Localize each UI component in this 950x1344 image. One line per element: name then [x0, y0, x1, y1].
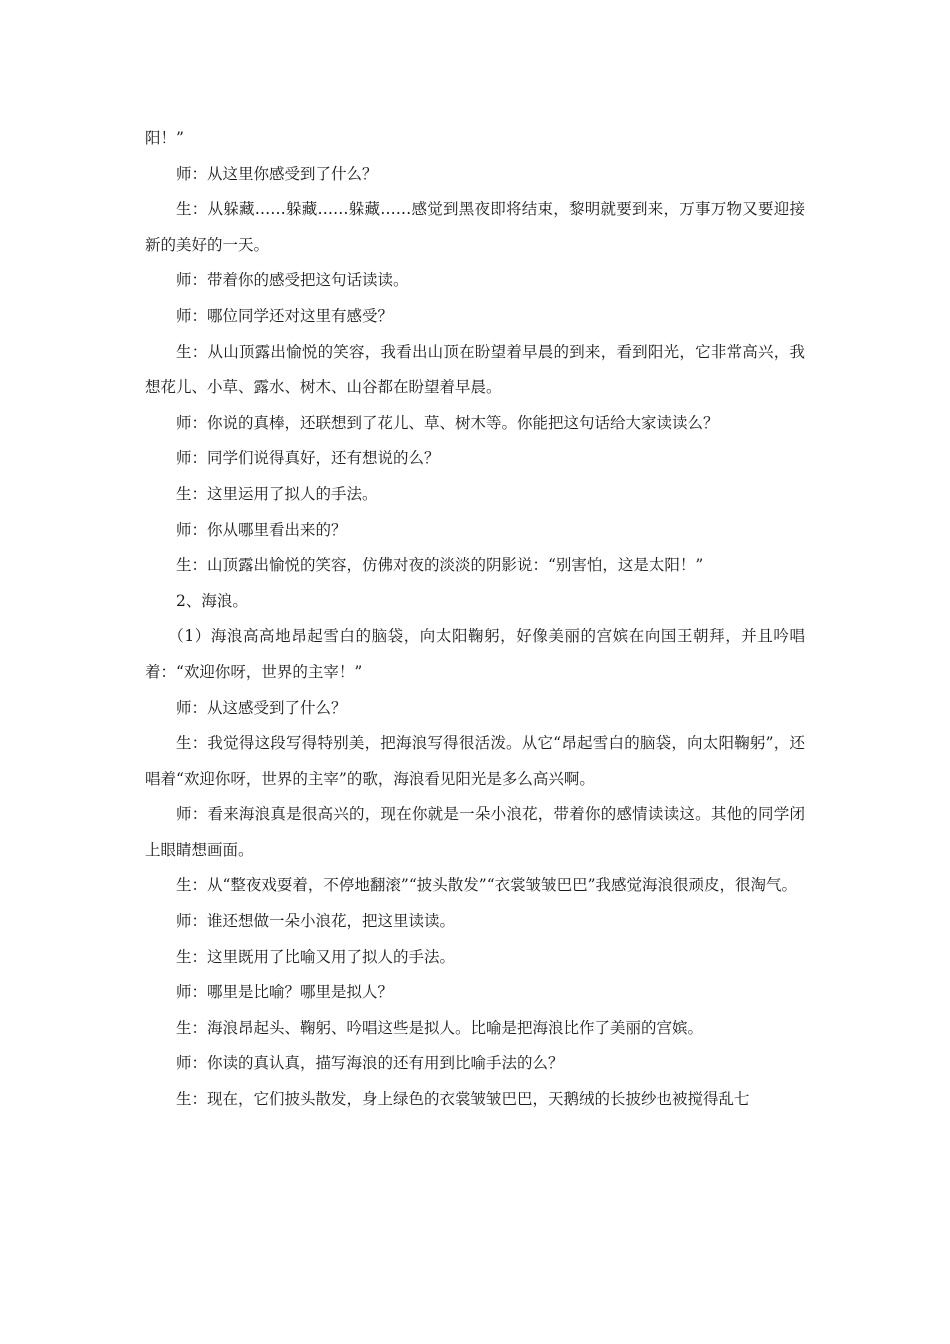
paragraph-5: 师：哪位同学还对这里有感受？: [176, 306, 394, 325]
quoted-passage-1: （1）海浪高高地昂起雪白的脑袋，向太阳鞠躬，好像美丽的宫嫔在向国王朝拜，并且吟唱着：“欢迎你呀，世界的主宰！”: [145, 627, 805, 681]
paragraph-4: 师：带着你的感受把这句话读读。: [176, 271, 409, 290]
paragraph-8: 师：同学们说得真好，还有想说的么？: [176, 449, 440, 468]
paragraph-10: 师：你从哪里看出来的？: [176, 520, 347, 539]
paragraph-6: 生：从山顶露出愉悦的笑容，我看出山顶在盼望着早晨的到来，看到阳光，它非常高兴，我想花儿、小草、露水、树木、山谷都在盼望着早晨。: [145, 342, 805, 397]
paragraph-9: 生：这里运用了拟人的手法。: [176, 484, 378, 503]
paragraph-17: 生：从“整夜戏耍着，不停地翻滚”“披头散发”“衣裳皱皱巴巴”我感觉海浪很顽皮，很淘气。: [176, 876, 798, 895]
paragraph-14: 师：从这感受到了什么？: [176, 698, 347, 717]
paragraph-3: 生：从躲藏……躲藏……躲藏……感觉到黑夜即将结束，黎明就要到来，万事万物又要迎接新的美好的一天。: [145, 200, 805, 254]
paragraph-21: 生：海浪昂起头、鞠躬、吟唱这些是拟人。比喻是把海浪比作了美丽的宫嫔。: [176, 1018, 704, 1037]
paragraph-23: 生：现在，它们披头散发，身上绿色的衣裳皱皱巴巴，天鹅绒的长披纱也被搅得乱七: [176, 1090, 750, 1109]
paragraph-18: 师：谁还想做一朵小浪花，把这里读读。: [176, 912, 456, 931]
paragraph-16: 师：看来海浪真是很高兴的，现在你就是一朵小浪花，带着你的感情读读这。其他的同学闭上眼睛想画面。: [145, 805, 805, 859]
paragraph-2: 师：从这里你感受到了什么？: [176, 164, 378, 183]
section-heading-waves: 2、海浪。: [176, 591, 248, 610]
document-body: [145, 121, 805, 1118]
paragraph-22: 师：你读的真认真，描写海浪的还有用到比喻手法的么？: [176, 1054, 564, 1073]
paragraph-11: 生：山顶露出愉悦的笑容，仿佛对夜的淡淡的阴影说：“别害怕，这是太阳！”: [176, 556, 704, 575]
paragraph-20: 师：哪里是比喻？哪里是拟人？: [176, 983, 394, 1002]
paragraph-15: 生：我觉得这段写得特别美，把海浪写得很活泼。从它“昂起雪白的脑袋，向太阳鞠躬”，还唱着“欢迎你呀，世界的主宰”的歌，海浪看见阳光是多么高兴啊。: [145, 734, 805, 788]
paragraph-1: 阳！”: [145, 129, 184, 147]
paragraph-19: 生：这里既用了比喻又用了拟人的手法。: [176, 947, 456, 966]
paragraph-7: 师：你说的真棒，还联想到了花儿、草、树木等。你能把这句话给大家读读么？: [176, 413, 719, 432]
